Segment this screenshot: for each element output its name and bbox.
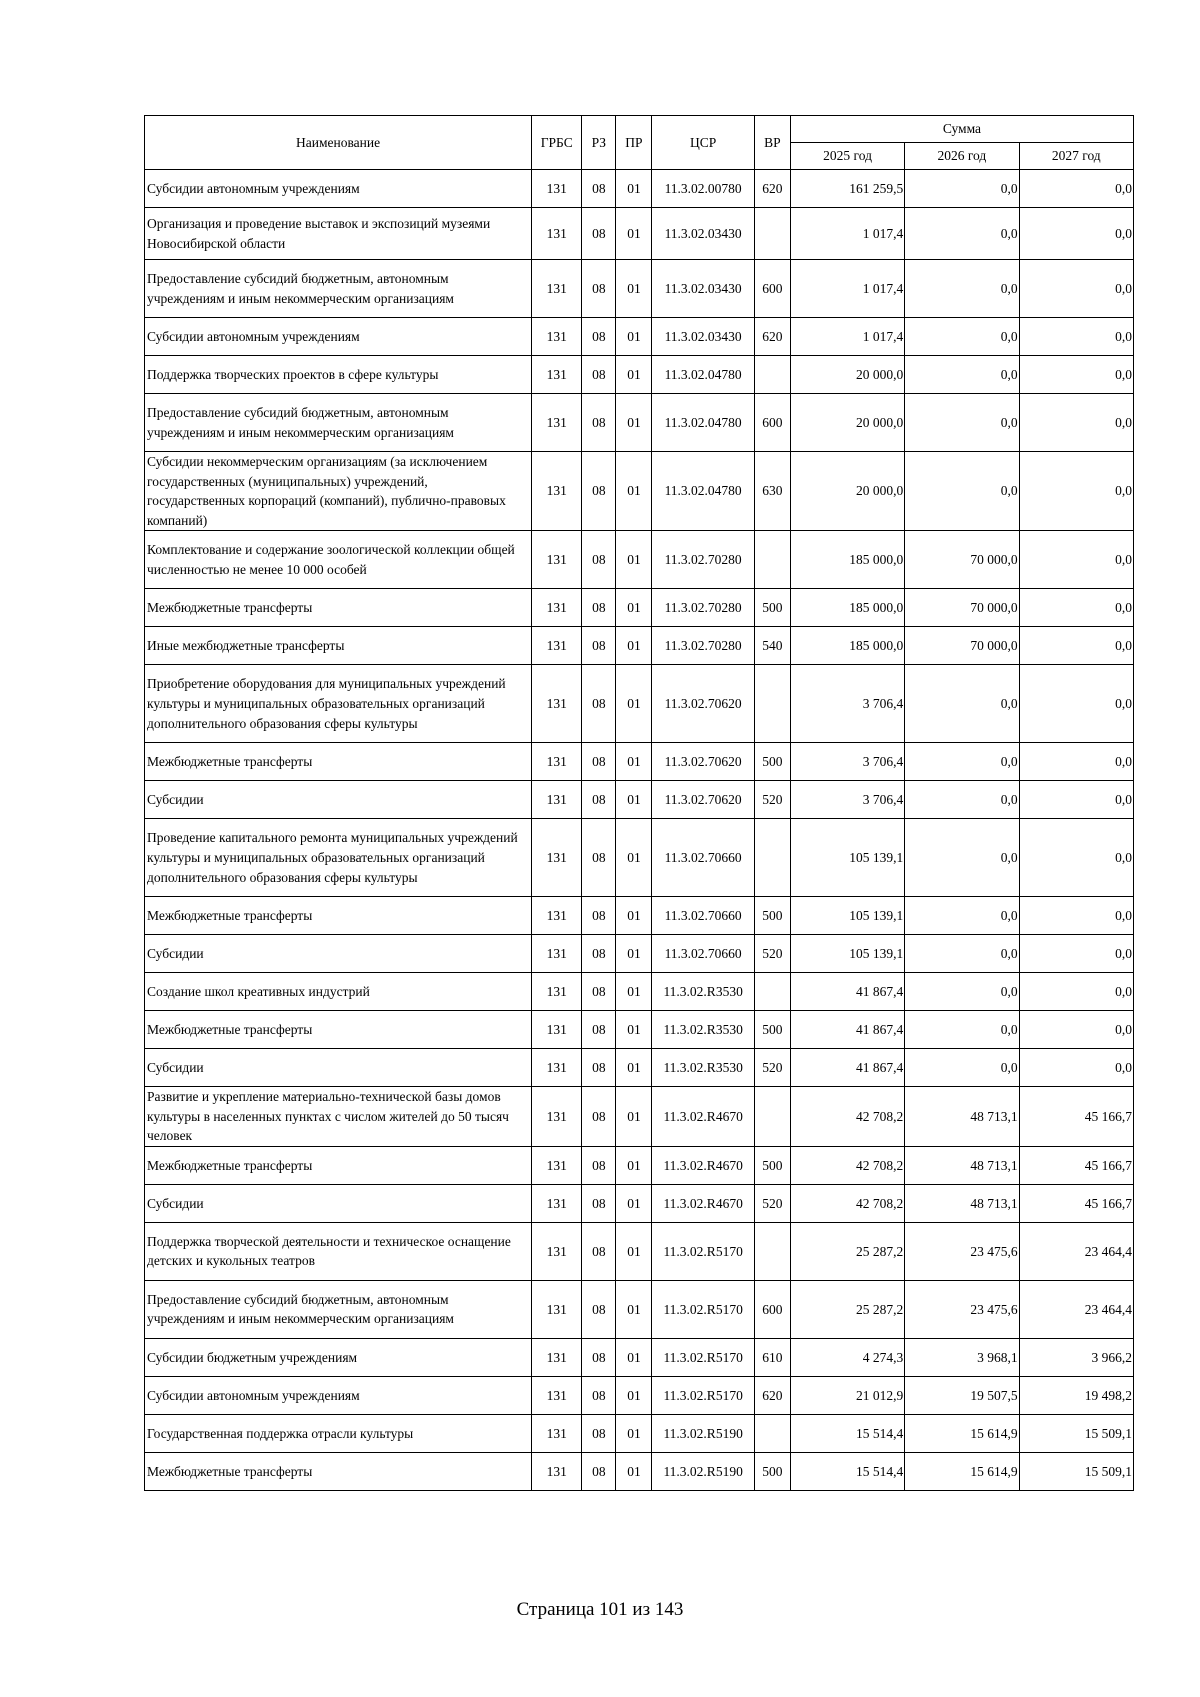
cell-2026: 0,0 [905, 781, 1019, 819]
cell-rz: 08 [582, 356, 616, 394]
table-row [145, 208, 1134, 260]
cell-vr [754, 973, 790, 1011]
cell-vr: 540 [754, 627, 790, 665]
table-row [145, 260, 1134, 318]
cell-vr [754, 1222, 790, 1280]
header-year-2027: 2027 год [1019, 143, 1133, 170]
cell-2027: 45 166,7 [1019, 1184, 1133, 1222]
table-row [145, 819, 1134, 897]
cell-pr: 01 [616, 356, 652, 394]
cell-name: Предоставление субсидий бюджетным, автономным учреждениям и иным некоммерческим организациям [145, 260, 532, 318]
cell-csr: 11.3.02.70660 [652, 897, 754, 935]
cell-csr: 11.3.02.R5170 [652, 1338, 754, 1376]
cell-name: Межбюджетные трансферты [145, 589, 532, 627]
table-row [145, 1414, 1134, 1452]
cell-grbs: 131 [532, 394, 582, 452]
cell-csr: 11.3.02.R5190 [652, 1414, 754, 1452]
cell-name: Субсидии [145, 935, 532, 973]
cell-rz: 08 [582, 1049, 616, 1087]
table-row [145, 452, 1134, 531]
cell-name: Межбюджетные трансферты [145, 1011, 532, 1049]
cell-vr [754, 531, 790, 589]
cell-pr: 01 [616, 1146, 652, 1184]
cell-grbs: 131 [532, 781, 582, 819]
cell-2027: 0,0 [1019, 589, 1133, 627]
cell-name: Межбюджетные трансферты [145, 1146, 532, 1184]
cell-csr: 11.3.02.R5170 [652, 1376, 754, 1414]
cell-csr: 11.3.02.04780 [652, 394, 754, 452]
cell-rz: 08 [582, 973, 616, 1011]
table-row [145, 627, 1134, 665]
table-row [145, 589, 1134, 627]
cell-grbs: 131 [532, 170, 582, 208]
cell-grbs: 131 [532, 531, 582, 589]
cell-pr: 01 [616, 781, 652, 819]
table-row [145, 356, 1134, 394]
cell-rz: 08 [582, 665, 616, 743]
cell-2027: 0,0 [1019, 208, 1133, 260]
cell-2027: 0,0 [1019, 665, 1133, 743]
cell-vr: 620 [754, 170, 790, 208]
cell-2027: 45 166,7 [1019, 1087, 1133, 1147]
cell-vr [754, 665, 790, 743]
cell-grbs: 131 [532, 1184, 582, 1222]
cell-2027: 0,0 [1019, 1011, 1133, 1049]
cell-rz: 08 [582, 1376, 616, 1414]
cell-2025: 42 708,2 [790, 1146, 904, 1184]
cell-name: Создание школ креативных индустрий [145, 973, 532, 1011]
cell-csr: 11.3.02.70280 [652, 589, 754, 627]
table-row [145, 1222, 1134, 1280]
cell-name: Предоставление субсидий бюджетным, автономным учреждениям и иным некоммерческим организациям [145, 394, 532, 452]
cell-csr: 11.3.02.70660 [652, 935, 754, 973]
table-row [145, 743, 1134, 781]
cell-name: Субсидии [145, 781, 532, 819]
header-year-2026: 2026 год [905, 143, 1019, 170]
table-row [145, 665, 1134, 743]
cell-name: Субсидии автономным учреждениям [145, 1376, 532, 1414]
cell-2027: 0,0 [1019, 170, 1133, 208]
cell-pr: 01 [616, 452, 652, 531]
cell-2027: 15 509,1 [1019, 1452, 1133, 1490]
cell-rz: 08 [582, 260, 616, 318]
cell-2027: 0,0 [1019, 356, 1133, 394]
cell-2025: 105 139,1 [790, 897, 904, 935]
header-rz: РЗ [582, 116, 616, 170]
cell-2025: 1 017,4 [790, 318, 904, 356]
cell-2027: 0,0 [1019, 452, 1133, 531]
cell-2027: 0,0 [1019, 897, 1133, 935]
cell-2026: 0,0 [905, 743, 1019, 781]
cell-2025: 42 708,2 [790, 1087, 904, 1147]
header-pr: ПР [616, 116, 652, 170]
table-body [145, 170, 1134, 1491]
cell-2026: 0,0 [905, 1011, 1019, 1049]
cell-pr: 01 [616, 260, 652, 318]
cell-pr: 01 [616, 1338, 652, 1376]
cell-name: Поддержка творческой деятельности и техническое оснащение детских и кукольных театров [145, 1222, 532, 1280]
cell-name: Субсидии некоммерческим организациям (за исключением государственных (муниципальных) учреждений, государственных корпораций (компаний), публично-правовых компаний) [145, 452, 532, 531]
cell-vr [754, 356, 790, 394]
cell-grbs: 131 [532, 897, 582, 935]
cell-2027: 19 498,2 [1019, 1376, 1133, 1414]
cell-name: Межбюджетные трансферты [145, 897, 532, 935]
cell-2026: 70 000,0 [905, 589, 1019, 627]
cell-grbs: 131 [532, 1452, 582, 1490]
cell-pr: 01 [616, 1452, 652, 1490]
cell-vr: 500 [754, 1146, 790, 1184]
cell-2026: 0,0 [905, 394, 1019, 452]
cell-2026: 0,0 [905, 208, 1019, 260]
cell-pr: 01 [616, 394, 652, 452]
table-row [145, 1184, 1134, 1222]
cell-vr: 500 [754, 589, 790, 627]
cell-rz: 08 [582, 1184, 616, 1222]
table-row [145, 1338, 1134, 1376]
cell-csr: 11.3.02.R4670 [652, 1087, 754, 1147]
cell-2026: 70 000,0 [905, 627, 1019, 665]
cell-pr: 01 [616, 318, 652, 356]
cell-csr: 11.3.02.70620 [652, 743, 754, 781]
cell-rz: 08 [582, 897, 616, 935]
cell-name: Иные межбюджетные трансферты [145, 627, 532, 665]
cell-2027: 0,0 [1019, 781, 1133, 819]
cell-vr: 520 [754, 1184, 790, 1222]
table-row [145, 1087, 1134, 1147]
cell-pr: 01 [616, 1376, 652, 1414]
cell-name: Субсидии [145, 1049, 532, 1087]
header-grbs: ГРБС [532, 116, 582, 170]
cell-2025: 41 867,4 [790, 973, 904, 1011]
table-row [145, 170, 1134, 208]
cell-grbs: 131 [532, 1414, 582, 1452]
cell-csr: 11.3.02.R5170 [652, 1222, 754, 1280]
table-row [145, 1280, 1134, 1338]
cell-vr: 520 [754, 935, 790, 973]
cell-csr: 11.3.02.70620 [652, 781, 754, 819]
cell-2026: 0,0 [905, 318, 1019, 356]
cell-2027: 0,0 [1019, 627, 1133, 665]
cell-grbs: 131 [532, 318, 582, 356]
cell-2026: 0,0 [905, 452, 1019, 531]
cell-csr: 11.3.02.03430 [652, 318, 754, 356]
cell-grbs: 131 [532, 1011, 582, 1049]
cell-2026: 23 475,6 [905, 1222, 1019, 1280]
cell-vr: 610 [754, 1338, 790, 1376]
cell-rz: 08 [582, 208, 616, 260]
cell-name: Организация и проведение выставок и экспозиций музеями Новосибирской области [145, 208, 532, 260]
cell-csr: 11.3.02.03430 [652, 208, 754, 260]
cell-vr: 500 [754, 743, 790, 781]
cell-name: Проведение капитального ремонта муниципальных учреждений культуры и муниципальных образовательных организаций дополнительного образования сферы культуры [145, 819, 532, 897]
cell-2027: 0,0 [1019, 935, 1133, 973]
cell-2027: 3 966,2 [1019, 1338, 1133, 1376]
cell-csr: 11.3.02.04780 [652, 356, 754, 394]
cell-2027: 45 166,7 [1019, 1146, 1133, 1184]
cell-pr: 01 [616, 1087, 652, 1147]
cell-2026: 15 614,9 [905, 1414, 1019, 1452]
cell-2027: 0,0 [1019, 394, 1133, 452]
cell-pr: 01 [616, 589, 652, 627]
cell-vr: 600 [754, 1280, 790, 1338]
cell-rz: 08 [582, 781, 616, 819]
cell-name: Субсидии автономным учреждениям [145, 318, 532, 356]
cell-grbs: 131 [532, 627, 582, 665]
cell-2027: 15 509,1 [1019, 1414, 1133, 1452]
cell-csr: 11.3.02.R4670 [652, 1184, 754, 1222]
cell-2026: 70 000,0 [905, 531, 1019, 589]
cell-rz: 08 [582, 1414, 616, 1452]
cell-rz: 08 [582, 1222, 616, 1280]
cell-2025: 1 017,4 [790, 208, 904, 260]
table-row [145, 781, 1134, 819]
cell-rz: 08 [582, 1338, 616, 1376]
cell-2025: 20 000,0 [790, 394, 904, 452]
cell-2025: 185 000,0 [790, 589, 904, 627]
cell-rz: 08 [582, 531, 616, 589]
cell-csr: 11.3.02.70280 [652, 627, 754, 665]
table-row [145, 394, 1134, 452]
cell-rz: 08 [582, 1146, 616, 1184]
cell-rz: 08 [582, 589, 616, 627]
cell-name: Приобретение оборудования для муниципальных учреждений культуры и муниципальных образовательных организаций дополнительного образования сферы культуры [145, 665, 532, 743]
cell-name: Межбюджетные трансферты [145, 1452, 532, 1490]
cell-2026: 19 507,5 [905, 1376, 1019, 1414]
cell-csr: 11.3.02.04780 [652, 452, 754, 531]
cell-pr: 01 [616, 208, 652, 260]
cell-grbs: 131 [532, 1280, 582, 1338]
cell-name: Комплектование и содержание зоологической коллекции общей численностью не менее 10 000 особей [145, 531, 532, 589]
cell-2025: 3 706,4 [790, 781, 904, 819]
cell-csr: 11.3.02.R3530 [652, 1049, 754, 1087]
cell-2025: 20 000,0 [790, 356, 904, 394]
table-row [145, 973, 1134, 1011]
cell-2026: 0,0 [905, 935, 1019, 973]
cell-vr [754, 208, 790, 260]
cell-rz: 08 [582, 170, 616, 208]
cell-rz: 08 [582, 1280, 616, 1338]
cell-2027: 0,0 [1019, 743, 1133, 781]
cell-2025: 42 708,2 [790, 1184, 904, 1222]
cell-pr: 01 [616, 531, 652, 589]
cell-2025: 185 000,0 [790, 531, 904, 589]
cell-vr: 600 [754, 260, 790, 318]
table-row [145, 1376, 1134, 1414]
cell-pr: 01 [616, 627, 652, 665]
cell-2025: 41 867,4 [790, 1011, 904, 1049]
cell-2027: 0,0 [1019, 973, 1133, 1011]
cell-pr: 01 [616, 935, 652, 973]
table-header [145, 116, 1134, 170]
cell-rz: 08 [582, 627, 616, 665]
cell-grbs: 131 [532, 1222, 582, 1280]
cell-csr: 11.3.02.70660 [652, 819, 754, 897]
cell-grbs: 131 [532, 1338, 582, 1376]
cell-2025: 105 139,1 [790, 935, 904, 973]
table-row [145, 935, 1134, 973]
cell-2025: 41 867,4 [790, 1049, 904, 1087]
cell-grbs: 131 [532, 1146, 582, 1184]
cell-csr: 11.3.02.R5170 [652, 1280, 754, 1338]
cell-rz: 08 [582, 1087, 616, 1147]
table-row [145, 1049, 1134, 1087]
table-row [145, 318, 1134, 356]
cell-csr: 11.3.02.03430 [652, 260, 754, 318]
cell-vr [754, 1087, 790, 1147]
cell-2027: 0,0 [1019, 531, 1133, 589]
cell-2026: 48 713,1 [905, 1184, 1019, 1222]
cell-pr: 01 [616, 1414, 652, 1452]
cell-2025: 20 000,0 [790, 452, 904, 531]
cell-csr: 11.3.02.R4670 [652, 1146, 754, 1184]
cell-2026: 48 713,1 [905, 1146, 1019, 1184]
cell-pr: 01 [616, 1280, 652, 1338]
cell-pr: 01 [616, 1011, 652, 1049]
table-row [145, 1011, 1134, 1049]
cell-pr: 01 [616, 170, 652, 208]
cell-rz: 08 [582, 819, 616, 897]
cell-vr [754, 819, 790, 897]
cell-2025: 185 000,0 [790, 627, 904, 665]
cell-vr: 500 [754, 1011, 790, 1049]
cell-grbs: 131 [532, 819, 582, 897]
cell-2026: 0,0 [905, 819, 1019, 897]
table-row [145, 897, 1134, 935]
cell-grbs: 131 [532, 665, 582, 743]
cell-2025: 15 514,4 [790, 1414, 904, 1452]
header-name: Наименование [145, 116, 532, 170]
cell-2025: 105 139,1 [790, 819, 904, 897]
cell-rz: 08 [582, 394, 616, 452]
table-row [145, 531, 1134, 589]
cell-2027: 0,0 [1019, 260, 1133, 318]
cell-pr: 01 [616, 819, 652, 897]
cell-grbs: 131 [532, 743, 582, 781]
cell-rz: 08 [582, 743, 616, 781]
cell-name: Субсидии [145, 1184, 532, 1222]
cell-rz: 08 [582, 452, 616, 531]
cell-vr: 520 [754, 1049, 790, 1087]
cell-pr: 01 [616, 1049, 652, 1087]
cell-csr: 11.3.02.70280 [652, 531, 754, 589]
cell-grbs: 131 [532, 356, 582, 394]
cell-2027: 0,0 [1019, 819, 1133, 897]
cell-2026: 0,0 [905, 1049, 1019, 1087]
cell-2026: 0,0 [905, 170, 1019, 208]
cell-2026: 0,0 [905, 356, 1019, 394]
cell-grbs: 131 [532, 589, 582, 627]
cell-vr: 620 [754, 318, 790, 356]
table-row [145, 1146, 1134, 1184]
cell-2026: 0,0 [905, 665, 1019, 743]
cell-name: Развитие и укрепление материально-технической базы домов культуры в населенных пунктах с числом жителей до 50 тысяч человек [145, 1087, 532, 1147]
cell-vr: 620 [754, 1376, 790, 1414]
cell-pr: 01 [616, 1222, 652, 1280]
cell-grbs: 131 [532, 1087, 582, 1147]
cell-grbs: 131 [532, 452, 582, 531]
cell-2025: 3 706,4 [790, 743, 904, 781]
cell-rz: 08 [582, 318, 616, 356]
cell-2026: 0,0 [905, 973, 1019, 1011]
page-number: Страница 101 из 143 [516, 1599, 684, 1620]
cell-grbs: 131 [532, 973, 582, 1011]
cell-2025: 15 514,4 [790, 1452, 904, 1490]
cell-csr: 11.3.02.R3530 [652, 1011, 754, 1049]
cell-pr: 01 [616, 743, 652, 781]
cell-2026: 0,0 [905, 260, 1019, 318]
cell-2025: 25 287,2 [790, 1280, 904, 1338]
cell-rz: 08 [582, 1011, 616, 1049]
header-year-2025: 2025 год [790, 143, 904, 170]
cell-vr: 630 [754, 452, 790, 531]
cell-pr: 01 [616, 665, 652, 743]
header-sum: Сумма [790, 116, 1133, 143]
cell-grbs: 131 [532, 1376, 582, 1414]
cell-rz: 08 [582, 935, 616, 973]
cell-2025: 25 287,2 [790, 1222, 904, 1280]
cell-2026: 15 614,9 [905, 1452, 1019, 1490]
table-row [145, 1452, 1134, 1490]
cell-vr: 520 [754, 781, 790, 819]
cell-csr: 11.3.02.70620 [652, 665, 754, 743]
cell-pr: 01 [616, 1184, 652, 1222]
header-csr: ЦСР [652, 116, 754, 170]
cell-vr: 500 [754, 897, 790, 935]
cell-2027: 23 464,4 [1019, 1222, 1133, 1280]
cell-csr: 11.3.02.R3530 [652, 973, 754, 1011]
cell-name: Субсидии бюджетным учреждениям [145, 1338, 532, 1376]
cell-2026: 23 475,6 [905, 1280, 1019, 1338]
cell-rz: 08 [582, 1452, 616, 1490]
cell-csr: 11.3.02.00780 [652, 170, 754, 208]
cell-name: Субсидии автономным учреждениям [145, 170, 532, 208]
cell-vr [754, 1414, 790, 1452]
cell-name: Предоставление субсидий бюджетным, автономным учреждениям и иным некоммерческим организациям [145, 1280, 532, 1338]
cell-name: Государственная поддержка отрасли культуры [145, 1414, 532, 1452]
cell-2027: 0,0 [1019, 1049, 1133, 1087]
cell-pr: 01 [616, 973, 652, 1011]
cell-2025: 1 017,4 [790, 260, 904, 318]
cell-2027: 0,0 [1019, 318, 1133, 356]
cell-vr: 600 [754, 394, 790, 452]
cell-vr: 500 [754, 1452, 790, 1490]
cell-name: Межбюджетные трансферты [145, 743, 532, 781]
cell-2026: 0,0 [905, 897, 1019, 935]
cell-2027: 23 464,4 [1019, 1280, 1133, 1338]
cell-2026: 48 713,1 [905, 1087, 1019, 1147]
cell-2025: 161 259,5 [790, 170, 904, 208]
cell-pr: 01 [616, 897, 652, 935]
cell-2026: 3 968,1 [905, 1338, 1019, 1376]
cell-2025: 3 706,4 [790, 665, 904, 743]
cell-csr: 11.3.02.R5190 [652, 1452, 754, 1490]
header-vr: ВР [754, 116, 790, 170]
cell-2025: 21 012,9 [790, 1376, 904, 1414]
cell-name: Поддержка творческих проектов в сфере культуры [145, 356, 532, 394]
cell-grbs: 131 [532, 260, 582, 318]
cell-grbs: 131 [532, 1049, 582, 1087]
budget-table [144, 115, 1134, 1491]
cell-grbs: 131 [532, 208, 582, 260]
cell-2025: 4 274,3 [790, 1338, 904, 1376]
cell-grbs: 131 [532, 935, 582, 973]
